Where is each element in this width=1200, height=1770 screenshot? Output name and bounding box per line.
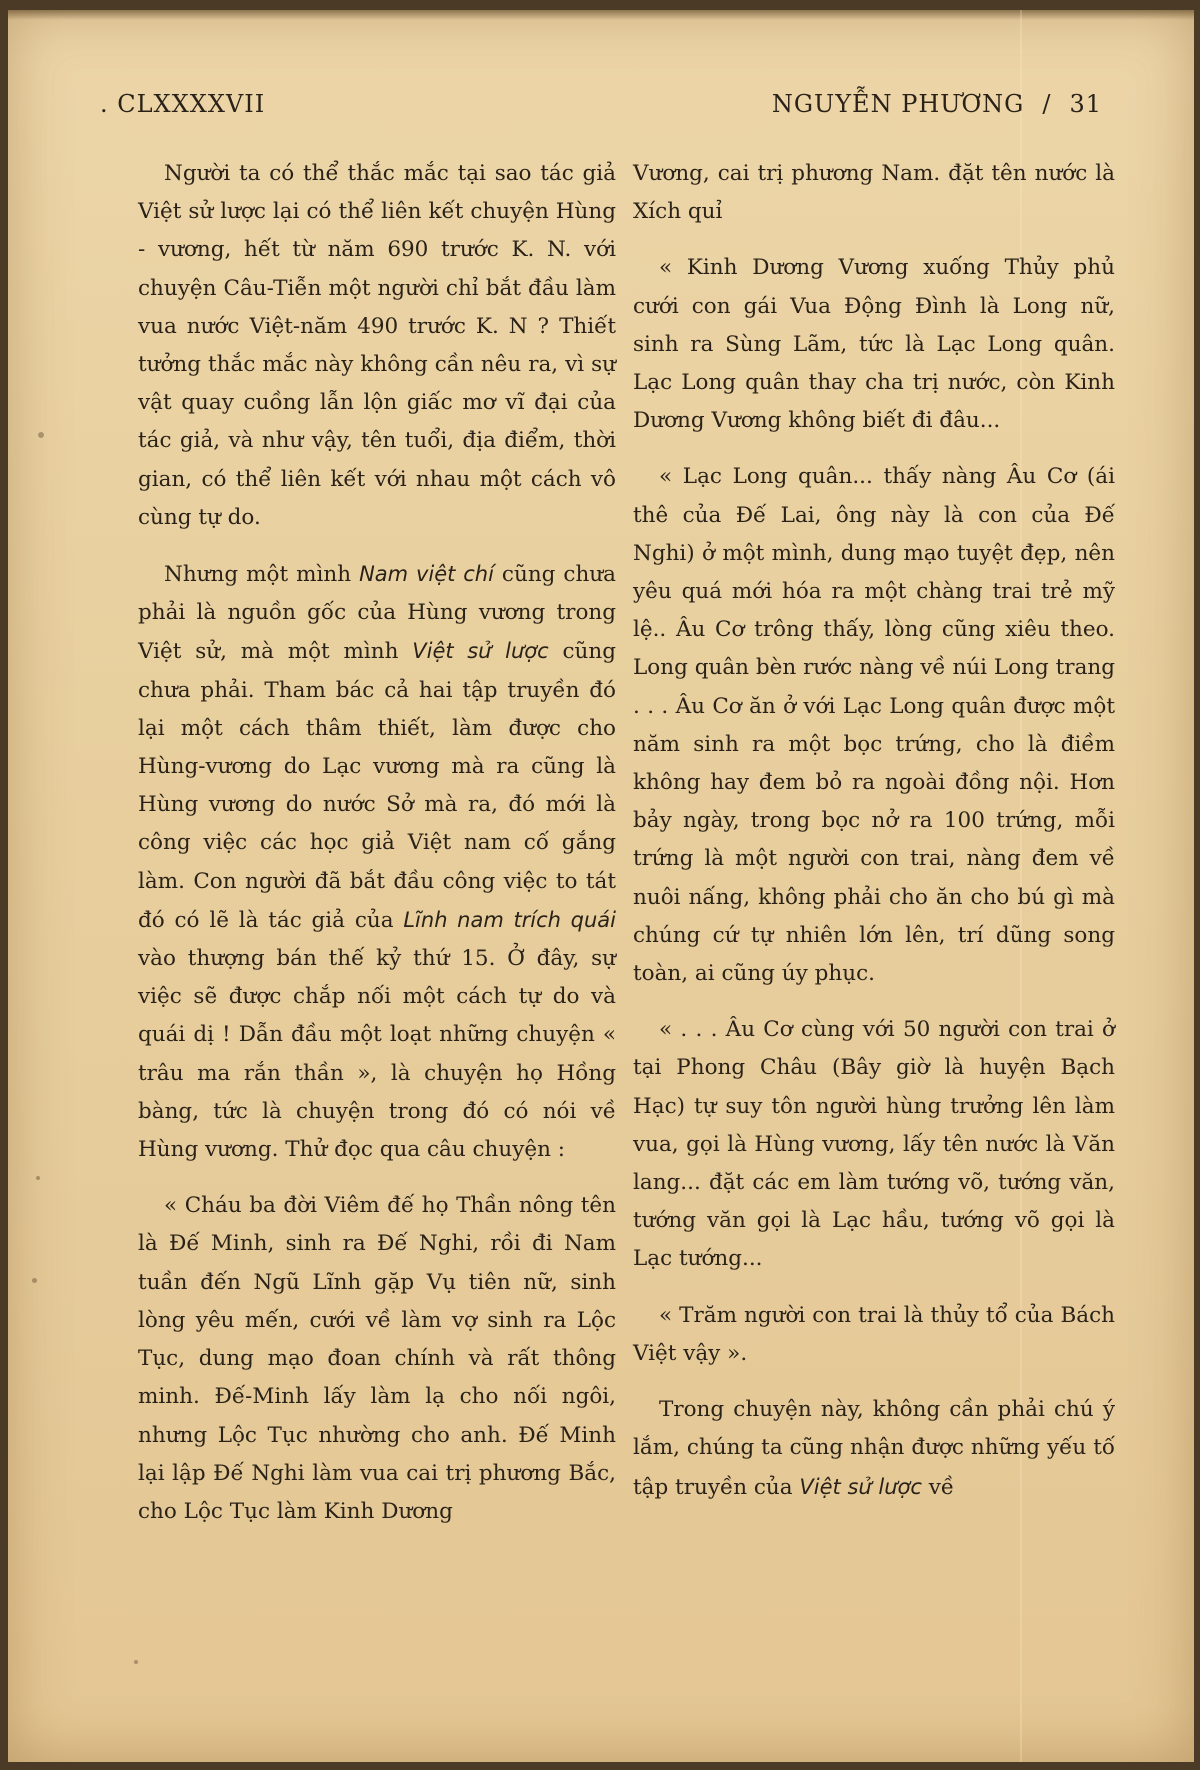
author-name: NGUYỄN PHƯƠNG	[771, 90, 1025, 118]
page-number: 31	[1069, 90, 1102, 118]
author-and-page	[772, 90, 1102, 118]
book-title: Lĩnh nam trích quái	[403, 907, 616, 932]
header-separator: /	[1042, 90, 1052, 118]
left-column	[138, 155, 616, 1549]
paragraph: Vương, cai trị phương Nam. đặt tên nước là Xích quỉ	[633, 161, 1115, 225]
paper-speck	[32, 1278, 37, 1283]
quoted-paragraph: « . . . Âu Cơ cùng với 50 người con trai ở tại Phong Châu (Bây giờ là huyện Bạch Hạc) tự suy tôn người hùng trưởng lên làm vua, gọi là Hùng vương, lấy tên nước là Văn lang... đặt các em làm tướng võ, tướng văn, tướng văn gọi là Lạc hầu, tướng võ gọi là Lạc tướng...	[633, 1017, 1115, 1272]
quoted-paragraph: « Kinh Dương Vương xuống Thủy phủ cưới con gái Vua Động Đình là Long nữ, sinh ra Sùng Lãm, tức là Lạc Long quân. Lạc Long quân thay cha trị nước, còn Kinh Dương Vương không biết đi đâu...	[633, 255, 1115, 434]
running-header	[8, 90, 1194, 130]
paragraph: Trong chuyện này, không cần phải chú ý lắm, chúng ta cũng nhận được những yếu tố tập truyền của Việt sử lược về	[633, 1397, 1115, 1500]
book-title: Việt sử lược	[412, 639, 549, 664]
section-number: . CLXXXXVII	[100, 90, 266, 118]
quoted-paragraph: « Cháu ba đời Viêm đế họ Thần nông tên là Đế Minh, sinh ra Đế Nghi, rồi đi Nam tuần đến Ngũ Lĩnh gặp Vụ tiên nữ, sinh lòng yêu mến, cưới về làm vợ sinh ra Lộc Tục, dung mạo đoan chính và rất thông minh. Đế-Minh lấy làm lạ cho nối ngôi, nhưng Lộc Tục nhường cho anh. Đế Minh lại lập Đế Nghi làm vua cai trị phương Bắc, cho Lộc Tục làm Kinh Dương	[138, 1193, 616, 1524]
paper-speck	[38, 432, 44, 438]
paragraph: Nhưng một mình Nam việt chí cũng chưa phải là nguồn gốc của Hùng vương trong Việt sử, mà một mình Việt sử lược cũng chưa phải. Tham bác cả hai tập truyền đó lại một cách thâm thiết, làm được cho Hùng-vương do Lạc vương mà ra cũng là Hùng vương do nước Sở mà ra, đó mới là công việc các học giả Việt nam cố gắng làm. Con người đã bắt đầu công việc to tát đó có lẽ là tác giả của Lĩnh nam trích quái vào thượng bán thế kỷ thứ 15. Ở đây, sự việc sẽ được chắp nối một cách tự do và quái dị ! Dẫn đầu một loạt những chuyện « trâu ma rắn thần », là chuyện họ Hồng bàng, tức là chuyện trong đó có nói về Hùng vương. Thử đọc qua câu chuyện :	[138, 562, 616, 1163]
quoted-paragraph: « Lạc Long quân... thấy nàng Âu Cơ (ái thê của Đế Lai, ông này là con của Đế Nghi) ở một mình, dung mạo tuyệt đẹp, nên yêu quá mới hóa ra một chàng trai trẻ mỹ lệ.. Âu Cơ trông thấy, lòng cũng xiêu theo. Long quân bèn rước nàng về núi Long trang . . . Âu Cơ ăn ở với Lạc Long quân được một năm sinh ra một bọc trứng, cho là điềm không hay đem bỏ ra ngoài đồng nội. Hơn bảy ngày, trong bọc nở ra 100 trứng, mỗi trứng là một người con trai, nàng đem về nuôi nấng, không phải cho ăn cho bú gì mà chúng cứ tự nhiên lớn lên, trí dũng song toàn, ai cũng úy phục.	[633, 464, 1115, 987]
paper-speck	[134, 1660, 138, 1664]
paper-speck	[36, 1176, 40, 1180]
page-top-edge	[8, 10, 1194, 20]
quoted-paragraph: « Trăm người con trai là thủy tổ của Bách Việt vậy ».	[633, 1302, 1115, 1366]
right-column	[633, 155, 1115, 1525]
book-page	[8, 10, 1194, 1762]
book-title: Nam việt chí	[359, 562, 494, 587]
book-title: Việt sử lược	[799, 1474, 922, 1499]
paragraph: Người ta có thể thắc mắc tại sao tác giả Việt sử lược lại có thể liên kết chuyện Hùng - vương, hết từ năm 690 trước K. N. với chuyện Câu-Tiễn một người chỉ bắt đầu làm vua nước Việt-năm 490 trước K. N ? Thiết tưởng thắc mắc này không cần nêu ra, vì sự vật quay cuồng lẫn lộn giấc mơ vĩ đại của tác giả, và như vậy, tên tuổi, địa điểm, thời gian, có thể liên kết với nhau một cách vô cùng tự do.	[138, 161, 616, 530]
